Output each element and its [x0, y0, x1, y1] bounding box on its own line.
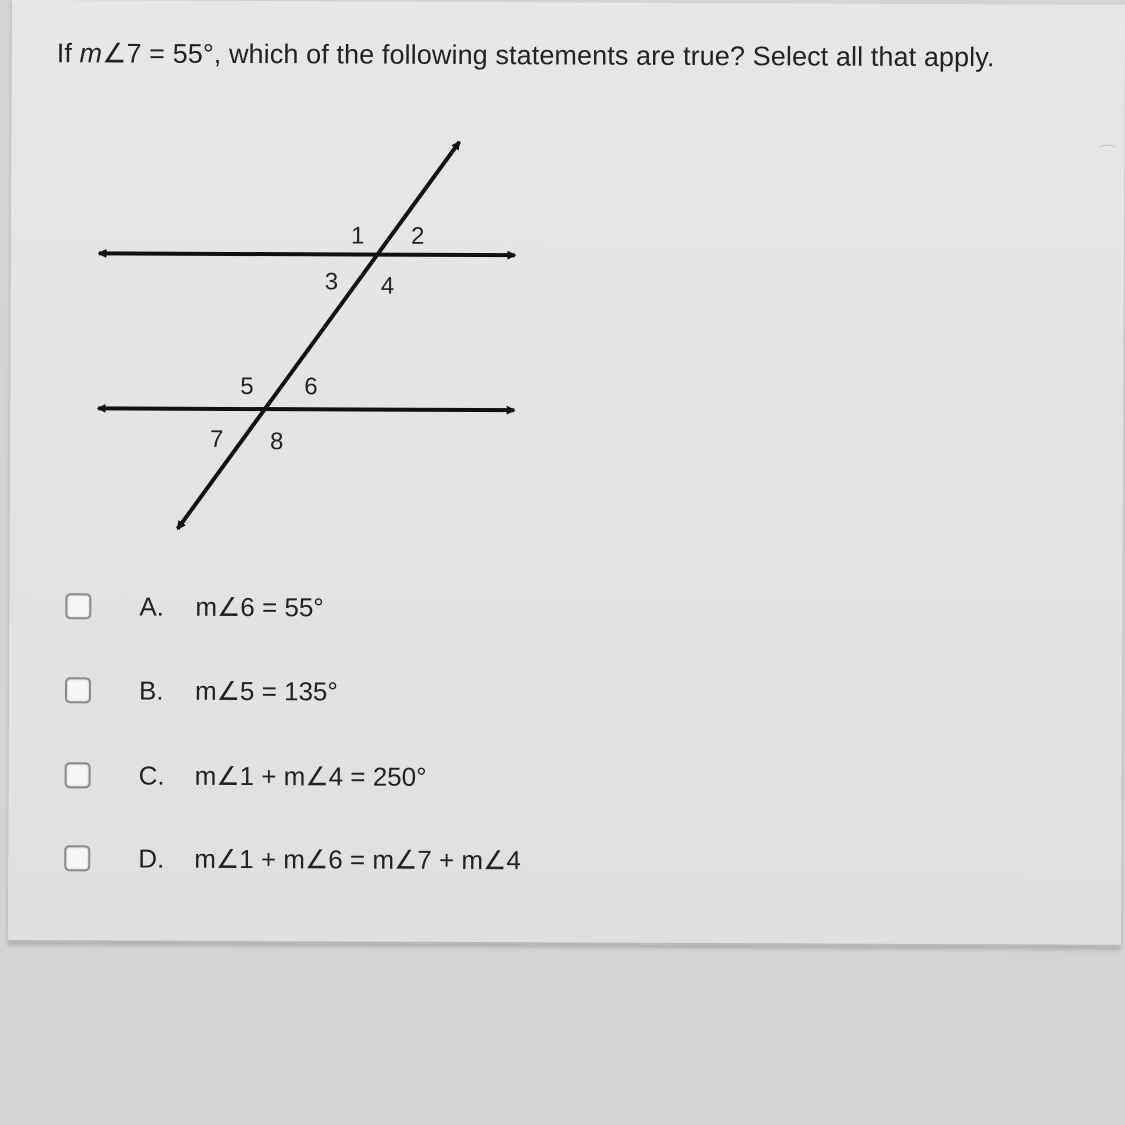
answer-choices — [49, 580, 749, 875]
upper-parallel-line — [99, 253, 515, 255]
angle-label-5: 5 — [240, 373, 254, 401]
angle-label-1: 1 — [350, 222, 365, 250]
angle-label-3: 3 — [324, 268, 339, 296]
choice-d-expression: m∠1 + m∠6 = m∠7 + m∠4 — [194, 843, 521, 875]
choice-c-checkbox[interactable] — [65, 762, 91, 788]
angle-label-6: 6 — [304, 373, 318, 401]
choice-c[interactable] — [49, 755, 427, 797]
diagram-svg — [70, 118, 542, 550]
choice-b-expression: m∠5 = 135° — [194, 675, 338, 706]
angle-label-2: 2 — [410, 222, 425, 250]
choice-b-checkbox[interactable] — [65, 677, 91, 703]
choice-c-letter: C. — [138, 760, 165, 791]
question-card — [8, 0, 1125, 947]
choice-a[interactable] — [49, 586, 324, 627]
choice-d-letter: D. — [138, 843, 165, 874]
choice-b[interactable] — [49, 670, 338, 711]
stray-mark: ⌒ — [1098, 143, 1117, 164]
choice-d[interactable] — [48, 838, 521, 880]
angle-label-7: 7 — [210, 425, 224, 453]
question-text — [57, 38, 995, 73]
question-prefix: If — [56, 38, 80, 69]
choice-c-expression: m∠1 + m∠4 = 250° — [194, 760, 427, 792]
transversal-line — [178, 141, 460, 530]
question-rest: ∠7 = 55°, which of the following statements are true? Select all that apply. — [102, 38, 995, 73]
choice-a-expression: m∠6 = 55° — [195, 591, 324, 622]
choice-a-letter: A. — [139, 591, 165, 622]
angle-label-4: 4 — [380, 272, 395, 300]
lower-parallel-line — [98, 408, 514, 410]
parallel-lines-diagram — [70, 118, 542, 550]
angle-label-8: 8 — [270, 428, 284, 456]
choice-d-checkbox[interactable] — [64, 845, 90, 871]
choice-a-checkbox[interactable] — [65, 593, 91, 619]
question-m-symbol: m — [79, 38, 103, 69]
choice-b-letter: B. — [138, 675, 164, 706]
